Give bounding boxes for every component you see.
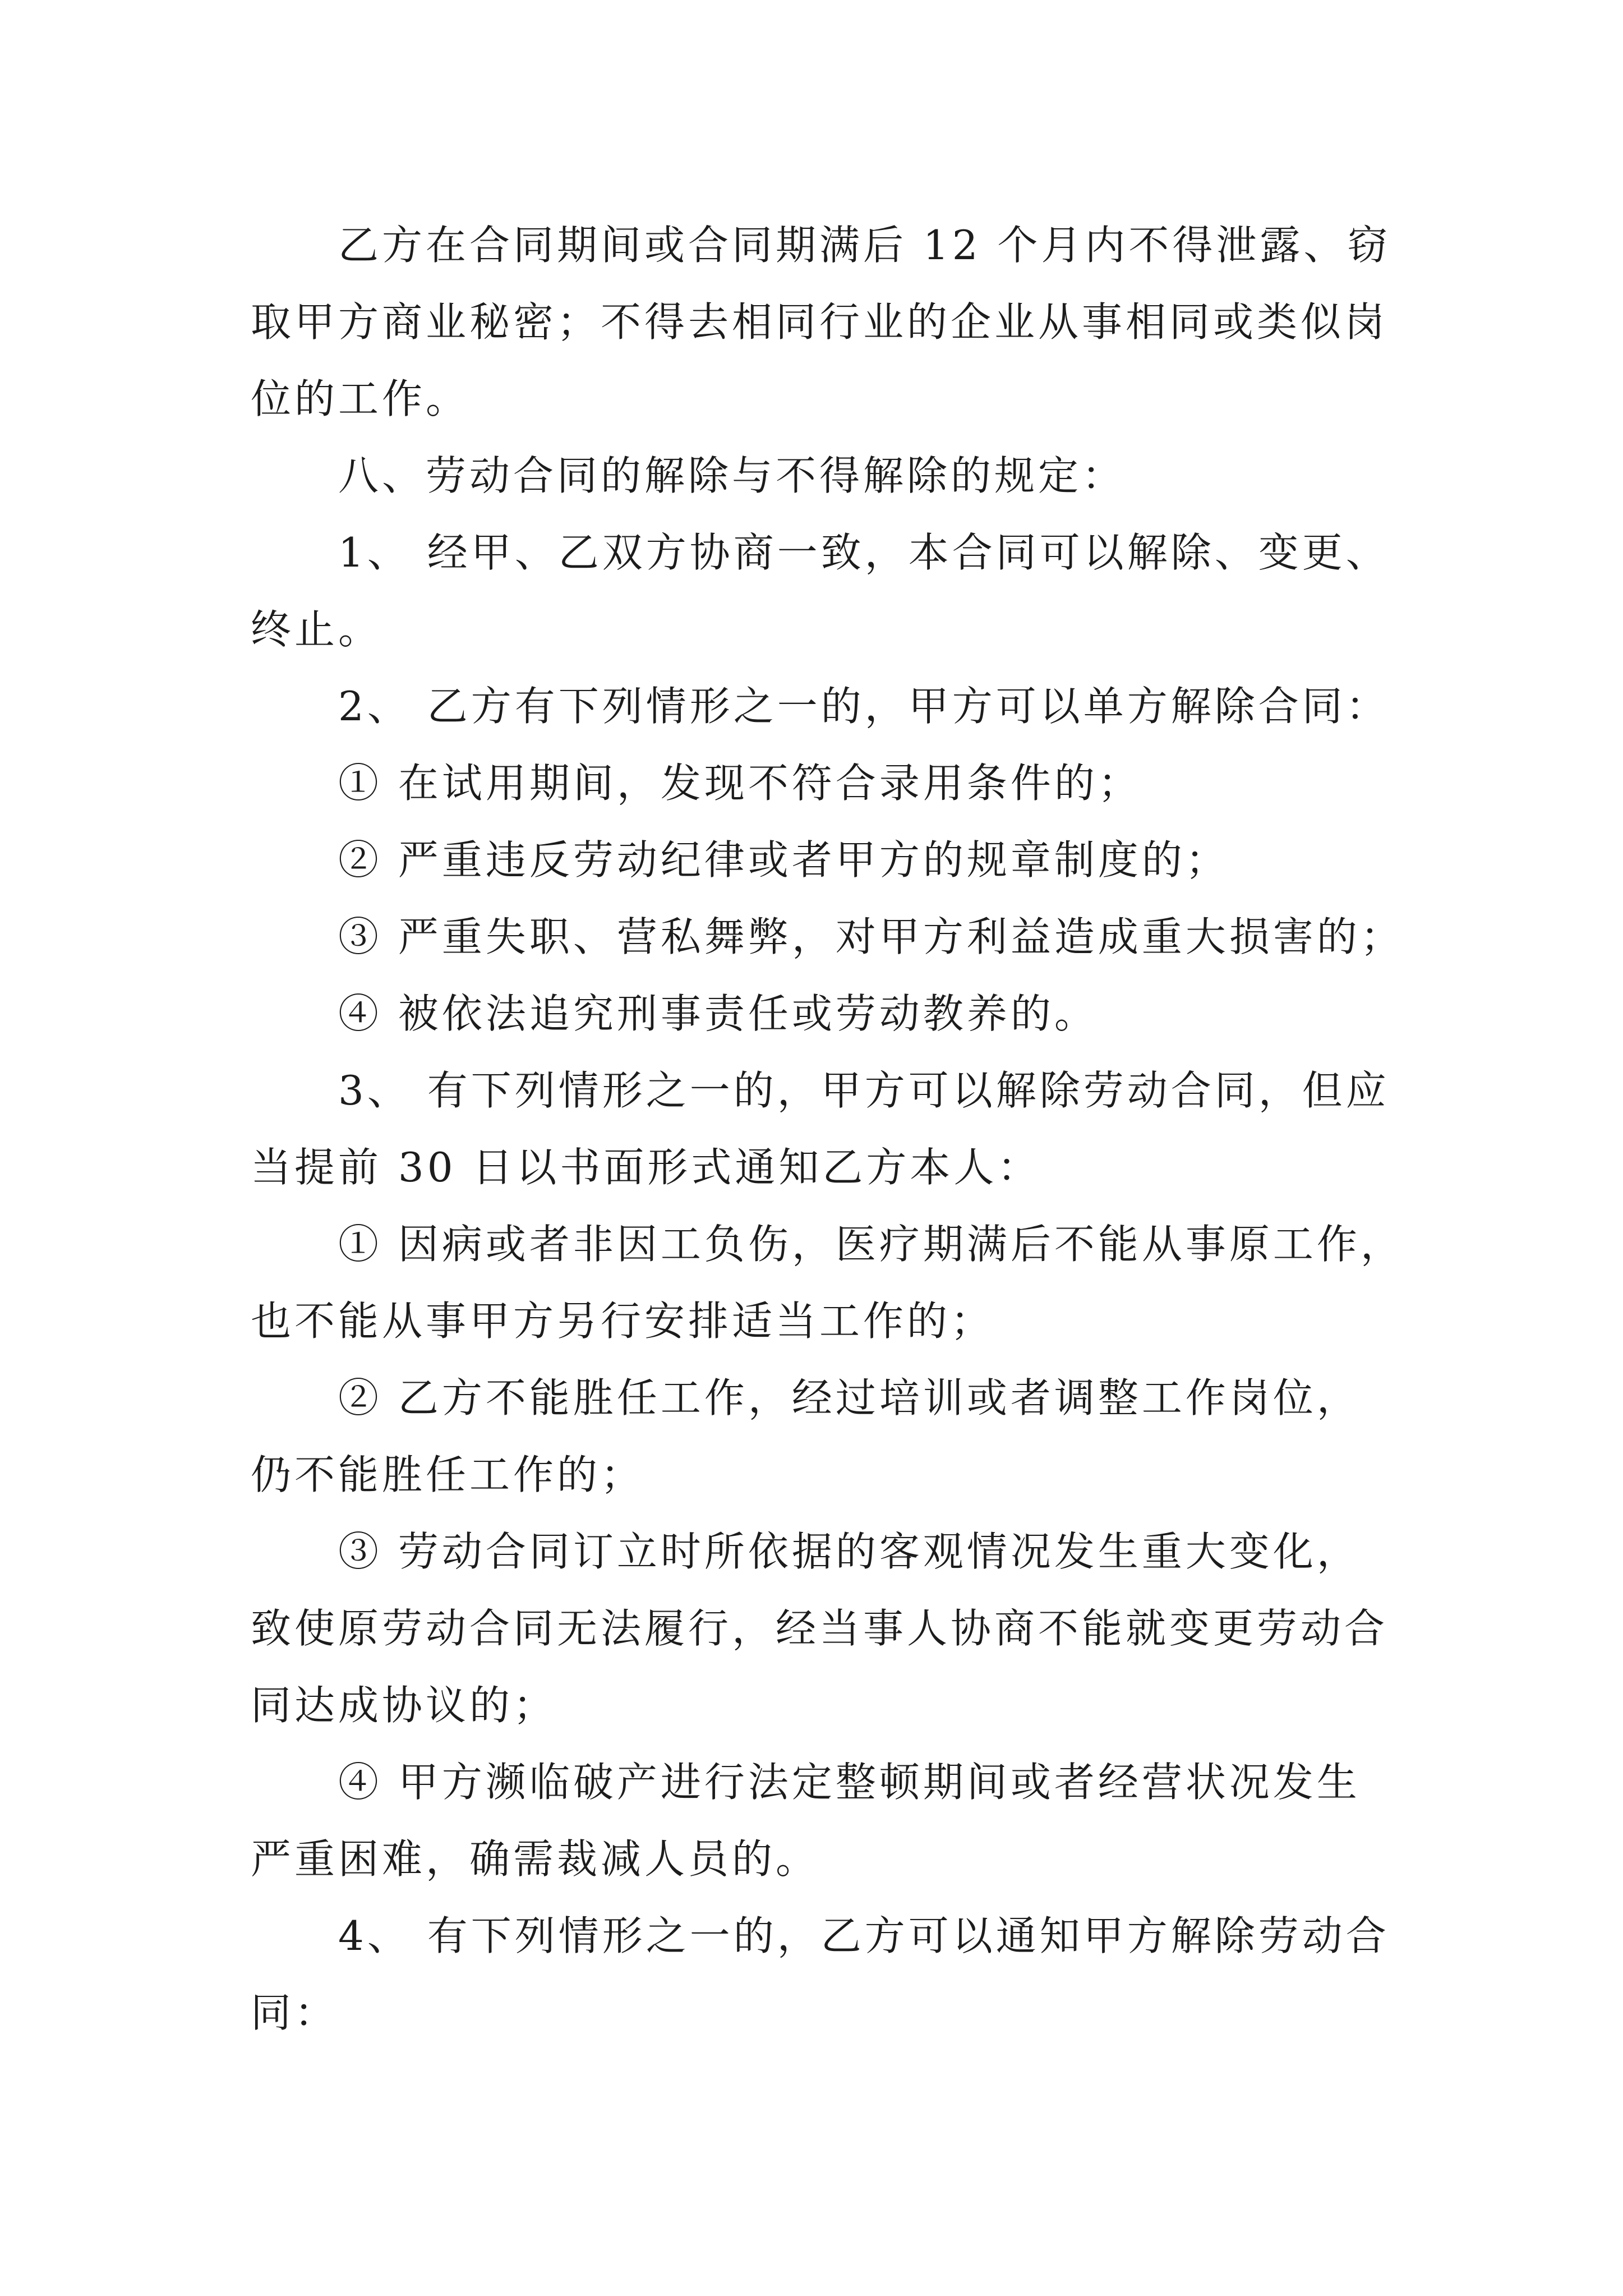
paragraph-confidentiality xyxy=(251,207,1410,438)
clause-4 xyxy=(251,1898,1410,2051)
text-line: 也不能从事甲方另行安排适当工作的； xyxy=(251,1297,995,1345)
text-line: 1、 经甲、乙双方协商一致，本合同可以解除、变更、 xyxy=(338,529,1390,576)
text-line: 严重困难，确需裁减人员的。 xyxy=(251,1835,820,1883)
text-line: 2、 乙方有下列情形之一的，甲方可以单方解除合同： xyxy=(338,683,1390,730)
text-line: ② 严重违反劳动纪律或者甲方的规章制度的； xyxy=(338,836,1229,884)
text-line: ③ 严重失职、营私舞弊，对甲方利益造成重大损害的； xyxy=(338,913,1404,960)
text-line: ④ 被依法追究刑事责任或劳动教养的。 xyxy=(338,990,1098,1037)
clause-2-item-2 xyxy=(251,822,1410,899)
text-line: ③ 劳动合同订立时所依据的客观情况发生重大变化， xyxy=(338,1528,1361,1575)
text-line: 位的工作。 xyxy=(251,375,470,422)
clause-3 xyxy=(251,1052,1410,1206)
clause-2-item-1 xyxy=(251,745,1410,822)
clause-1 xyxy=(251,514,1410,668)
clause-2-item-4 xyxy=(251,976,1410,1052)
text-line: 取甲方商业秘密；不得去相同行业的企业从事相同或类似岗 xyxy=(251,298,1389,346)
clause-3-item-4 xyxy=(251,1744,1410,1898)
text-line: 同： xyxy=(251,1989,339,2036)
text-line: 当提前 30 日以书面形式通知乙方本人： xyxy=(251,1144,1041,1191)
text-line: 4、 有下列情形之一的，乙方可以通知甲方解除劳动合 xyxy=(338,1912,1390,1959)
clause-3-item-2 xyxy=(251,1360,1410,1513)
clause-2 xyxy=(251,668,1410,745)
text-line: ① 在试用期间，发现不符合录用条件的； xyxy=(338,760,1142,807)
text-line: 仍不能胜任工作的； xyxy=(251,1451,645,1498)
section-heading-text: 八、劳动合同的解除与不得解除的规定： xyxy=(338,452,1126,499)
clause-3-item-3 xyxy=(251,1513,1410,1744)
section-heading xyxy=(251,438,1410,514)
text-line: 终止。 xyxy=(251,606,382,653)
text-line: ② 乙方不能胜任工作，经过培训或者调整工作岗位， xyxy=(338,1374,1361,1421)
text-line: 乙方在合同期间或合同期满后 12 个月内不得泄露、窃 xyxy=(338,222,1391,269)
text-line: ④ 甲方濒临破产进行法定整顿期间或者经营状况发生 xyxy=(338,1759,1361,1806)
text-line: 致使原劳动合同无法履行，经当事人协商不能就变更劳动合 xyxy=(251,1605,1389,1652)
clause-2-item-3 xyxy=(251,899,1410,976)
text-line: 同达成协议的； xyxy=(251,1682,557,1729)
clause-3-item-1 xyxy=(251,1206,1410,1360)
text-line: ① 因病或者非因工负伤，医疗期满后不能从事原工作， xyxy=(338,1221,1404,1268)
text-line: 3、 有下列情形之一的，甲方可以解除劳动合同，但应 xyxy=(338,1067,1390,1114)
